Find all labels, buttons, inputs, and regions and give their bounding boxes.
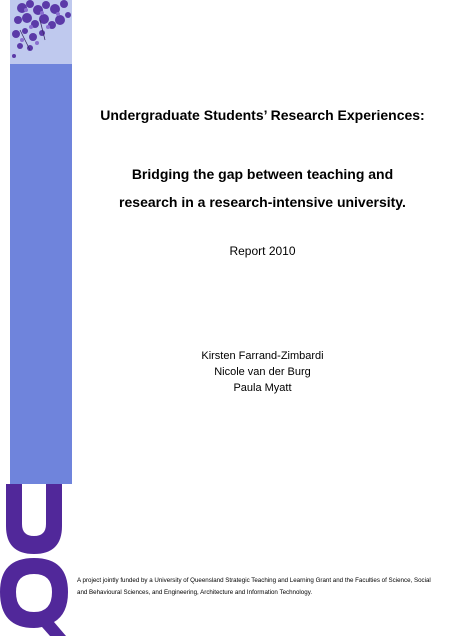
document-title-line-1: Undergraduate Students’ Research Experiences: xyxy=(100,107,425,123)
document-title-line-2: Bridging the gap between teaching and xyxy=(131,166,394,182)
author-name: Nicole van der Burg xyxy=(214,366,311,378)
decorative-side-band xyxy=(0,0,72,640)
band-main-blue xyxy=(10,64,72,484)
uq-logo-icon xyxy=(0,484,72,640)
author-name: Paula Myatt xyxy=(233,382,292,394)
jacaranda-flower-icon xyxy=(0,0,72,70)
report-year-label: Report 2010 xyxy=(229,244,296,258)
document-title-line-3: research in a research-intensive university. xyxy=(119,194,406,210)
band-left-strip xyxy=(0,0,10,484)
author-name: Kirsten Farrand-Zimbardi xyxy=(201,350,324,362)
funding-footnote: A project jointly funded by a University of Queensland Strategic Teaching and Learning Grant and the Faculties of Science, Social and Behavioural Sciences, and Engineering, Architecture and Information Technology. xyxy=(77,577,431,596)
